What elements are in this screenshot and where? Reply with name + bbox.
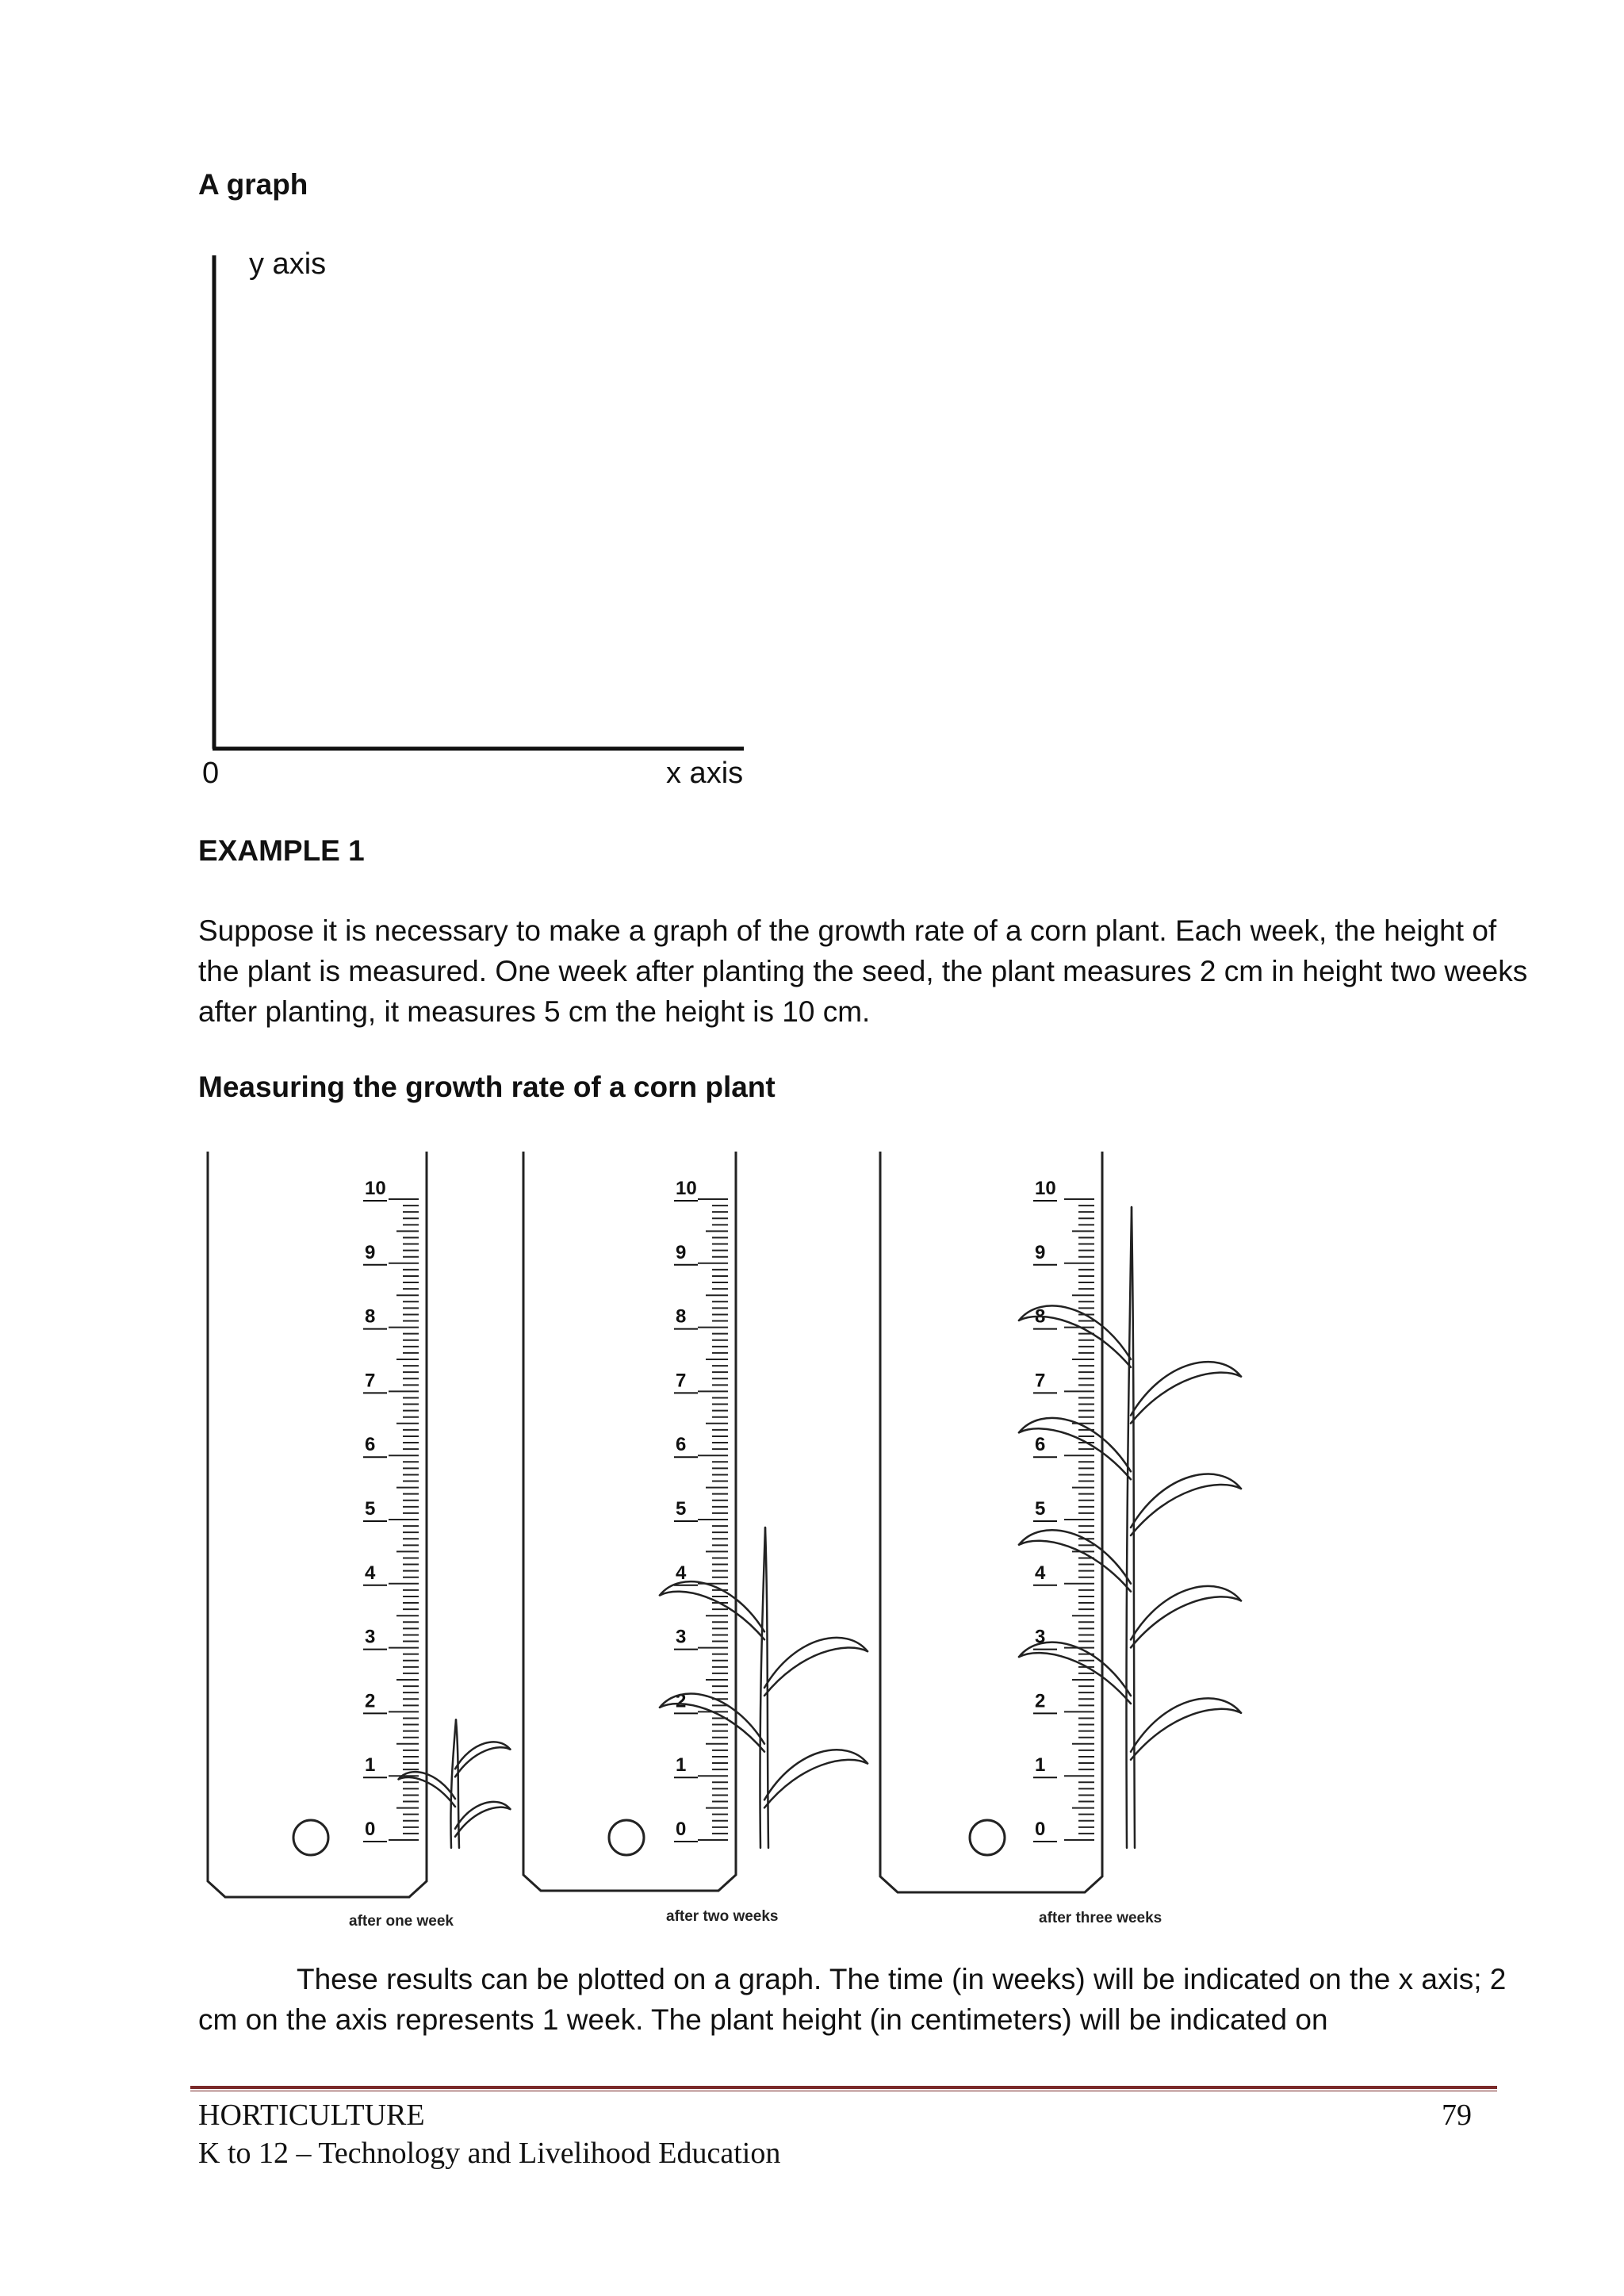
ruler-3-number: 3 — [1035, 1626, 1046, 1648]
ruler-3-number: 6 — [1035, 1434, 1046, 1456]
ruler-1-number: 1 — [365, 1754, 376, 1777]
ruler-1-number: 8 — [365, 1305, 376, 1328]
ruler-2-number: 5 — [676, 1498, 687, 1520]
ruler-1-number: 0 — [365, 1819, 376, 1840]
ruler-1-number: 10 — [365, 1178, 386, 1199]
ruler-2-number: 10 — [676, 1178, 697, 1199]
corn-plant-1 — [399, 1719, 511, 1848]
example-heading: EXAMPLE 1 — [198, 834, 365, 867]
ruler-1-number: 5 — [365, 1498, 376, 1520]
ruler-1-number: 6 — [365, 1434, 376, 1456]
ruler-3-number: 1 — [1035, 1754, 1046, 1777]
ruler-1-number: 7 — [365, 1370, 376, 1392]
ruler-2-number: 0 — [676, 1819, 687, 1840]
ruler-2-number: 9 — [676, 1241, 687, 1263]
ruler-2-number: 7 — [676, 1370, 687, 1392]
footer-subject: HORTICULTURE — [198, 2099, 425, 2132]
ruler-hole-1 — [293, 1820, 328, 1855]
ruler-1-number: 9 — [365, 1241, 376, 1263]
ruler-hole-2 — [609, 1820, 644, 1855]
ruler-1-number: 2 — [365, 1690, 376, 1712]
ruler-2-number: 2 — [676, 1690, 687, 1712]
example-paragraph: Suppose it is necessary to make a graph of the growth rate of a corn plant. Each week, the height of the plant is measured. One week after planting the seed, the plant measures 2 cm in height two weeks after planting, it measures 5 cm the height is 10 cm. — [198, 914, 1528, 1028]
ruler-3-number: 10 — [1035, 1178, 1056, 1199]
ruler-caption-3: after three weeks — [1039, 1910, 1162, 1926]
ruler-1-number: 4 — [365, 1562, 376, 1584]
ruler-1-number: 3 — [365, 1626, 376, 1648]
ruler-3-number: 7 — [1035, 1370, 1046, 1392]
ruler-2-number: 8 — [676, 1305, 687, 1328]
y-axis-label: y axis — [249, 247, 327, 281]
corn-plant-3 — [1019, 1207, 1241, 1848]
origin-label: 0 — [202, 757, 220, 790]
ruler-3-number: 8 — [1035, 1305, 1046, 1328]
figure-heading: Measuring the growth rate of a corn plant — [198, 1071, 776, 1103]
ruler-hole-3 — [970, 1820, 1005, 1855]
ruler-3-number: 4 — [1035, 1562, 1046, 1584]
ruler-3-number: 5 — [1035, 1498, 1046, 1520]
section-heading: A graph — [198, 168, 308, 201]
footer-course: K to 12 – Technology and Livelihood Education — [198, 2137, 781, 2170]
ruler-2-number: 6 — [676, 1434, 687, 1456]
x-axis-label: x axis — [666, 757, 744, 790]
footer-page-number: 79 — [1442, 2099, 1472, 2132]
ruler-3-number: 9 — [1035, 1241, 1046, 1263]
closing-paragraph: These results can be plotted on a graph. The time (in weeks) will be indicated on the x axis; 2 cm on the axis represents 1 week. The plant height (in centimeters) will be indicated on — [198, 1963, 1507, 2036]
footer-rule — [190, 2086, 1497, 2091]
ruler-caption-2: after two weeks — [666, 1908, 779, 1925]
ruler-3-number: 2 — [1035, 1690, 1046, 1712]
ruler-2-number: 4 — [676, 1562, 687, 1584]
ruler-caption-1: after one week — [349, 1913, 454, 1930]
ruler-2-number: 1 — [676, 1754, 687, 1777]
ruler-3-number: 0 — [1035, 1819, 1046, 1840]
footer-rule-thick — [190, 2086, 1497, 2089]
ruler-2-number: 3 — [676, 1626, 687, 1648]
corn-plant-2 — [660, 1527, 868, 1848]
